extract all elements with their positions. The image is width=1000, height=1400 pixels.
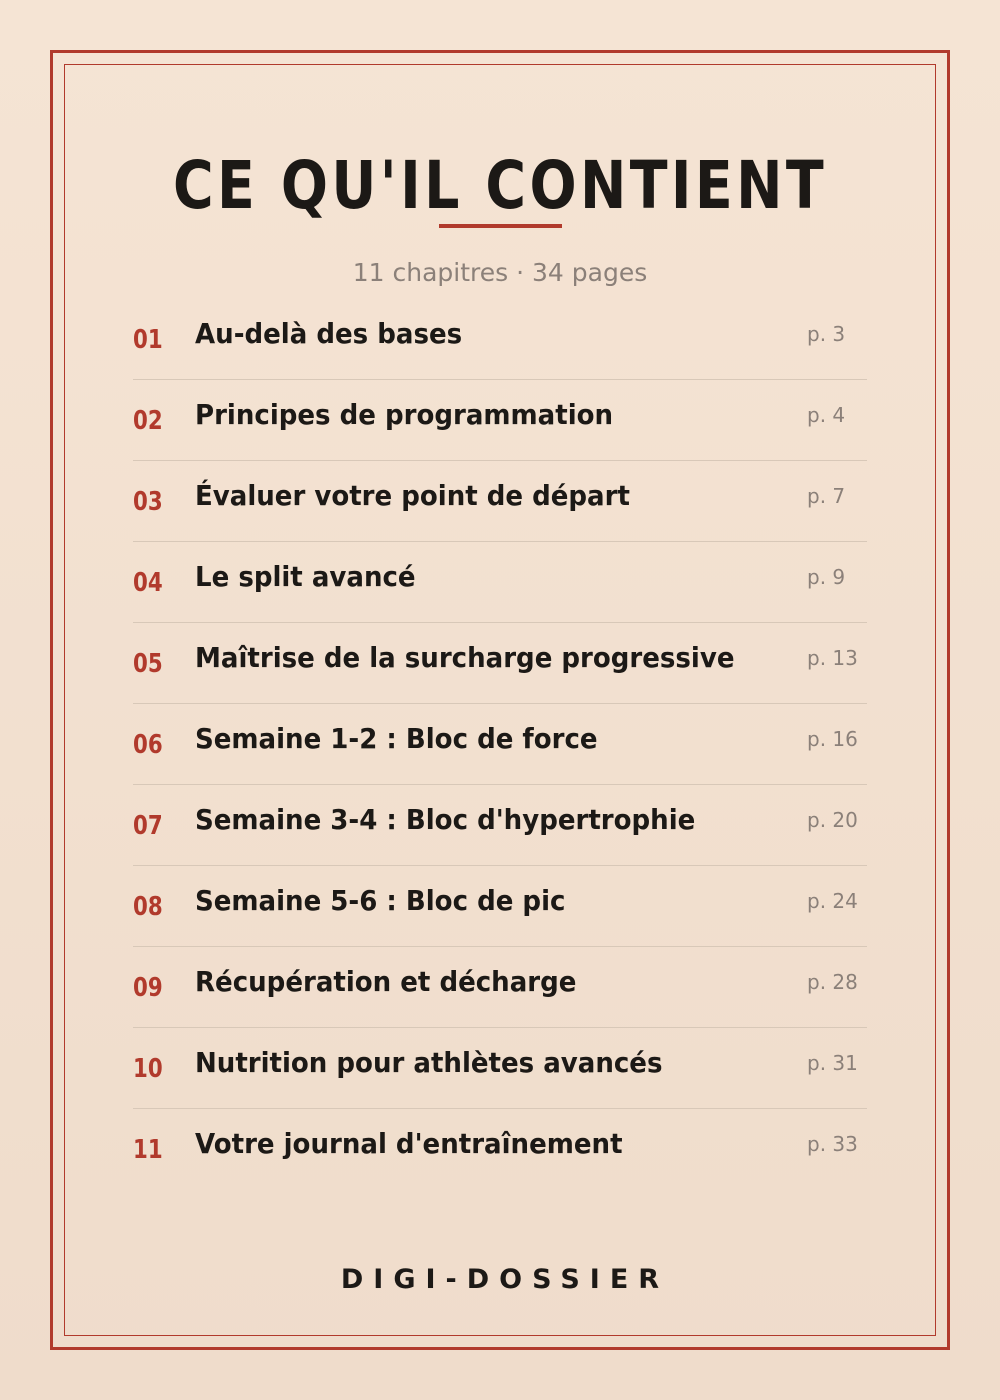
chapter-number: 04 (133, 568, 163, 598)
toc-row[interactable] (133, 299, 867, 380)
chapter-title: Semaine 3-4 : Bloc d'hypertrophie (195, 803, 696, 836)
chapter-title: Au-delà des bases (195, 317, 463, 350)
toc-row[interactable] (133, 542, 867, 623)
chapter-title: Nutrition pour athlètes avancés (195, 1046, 663, 1079)
chapter-number: 03 (133, 487, 163, 517)
page-title: CE QU'IL CONTIENT (172, 147, 828, 224)
chapter-number: 01 (133, 325, 163, 355)
toc-row[interactable] (133, 461, 867, 542)
chapter-title: Semaine 1-2 : Bloc de force (195, 722, 598, 755)
toc-row[interactable] (133, 1109, 867, 1189)
chapter-page: p. 20 (807, 808, 858, 832)
chapter-number: 06 (133, 730, 163, 760)
chapter-page: p. 33 (807, 1132, 858, 1156)
chapter-title: Le split avancé (195, 560, 416, 593)
chapter-title: Semaine 5-6 : Bloc de pic (195, 884, 566, 917)
chapter-number: 10 (133, 1054, 163, 1084)
chapter-page: p. 13 (807, 646, 858, 670)
chapter-page: p. 31 (807, 1051, 858, 1075)
chapter-number: 02 (133, 406, 163, 436)
chapter-title: Récupération et décharge (195, 965, 577, 998)
chapter-title: Maîtrise de la surcharge progressive (195, 641, 735, 674)
chapter-page: p. 3 (807, 322, 846, 346)
chapter-number: 08 (133, 892, 163, 922)
table-of-contents (133, 299, 867, 1189)
chapter-number: 09 (133, 973, 163, 1003)
chapter-page: p. 7 (807, 484, 846, 508)
title-underline (439, 224, 562, 228)
chapter-page: p. 28 (807, 970, 858, 994)
chapter-title: Votre journal d'entraînement (195, 1127, 623, 1160)
toc-row[interactable] (133, 947, 867, 1028)
toc-row[interactable] (133, 1028, 867, 1109)
page-subtitle: 11 chapitres · 34 pages (352, 258, 648, 287)
chapter-title: Principes de programmation (195, 398, 614, 431)
toc-row[interactable] (133, 380, 867, 461)
brand-footer: DIGI-DOSSIER (340, 1264, 670, 1295)
chapter-page: p. 16 (807, 727, 858, 751)
chapter-page: p. 24 (807, 889, 858, 913)
chapter-page: p. 9 (807, 565, 846, 589)
toc-row[interactable] (133, 866, 867, 947)
chapter-number: 05 (133, 649, 163, 679)
toc-row[interactable] (133, 785, 867, 866)
chapter-page: p. 4 (807, 403, 846, 427)
chapter-number: 11 (133, 1135, 163, 1165)
chapter-title: Évaluer votre point de départ (195, 479, 630, 512)
toc-row[interactable] (133, 623, 867, 704)
chapter-number: 07 (133, 811, 163, 841)
toc-row[interactable] (133, 704, 867, 785)
